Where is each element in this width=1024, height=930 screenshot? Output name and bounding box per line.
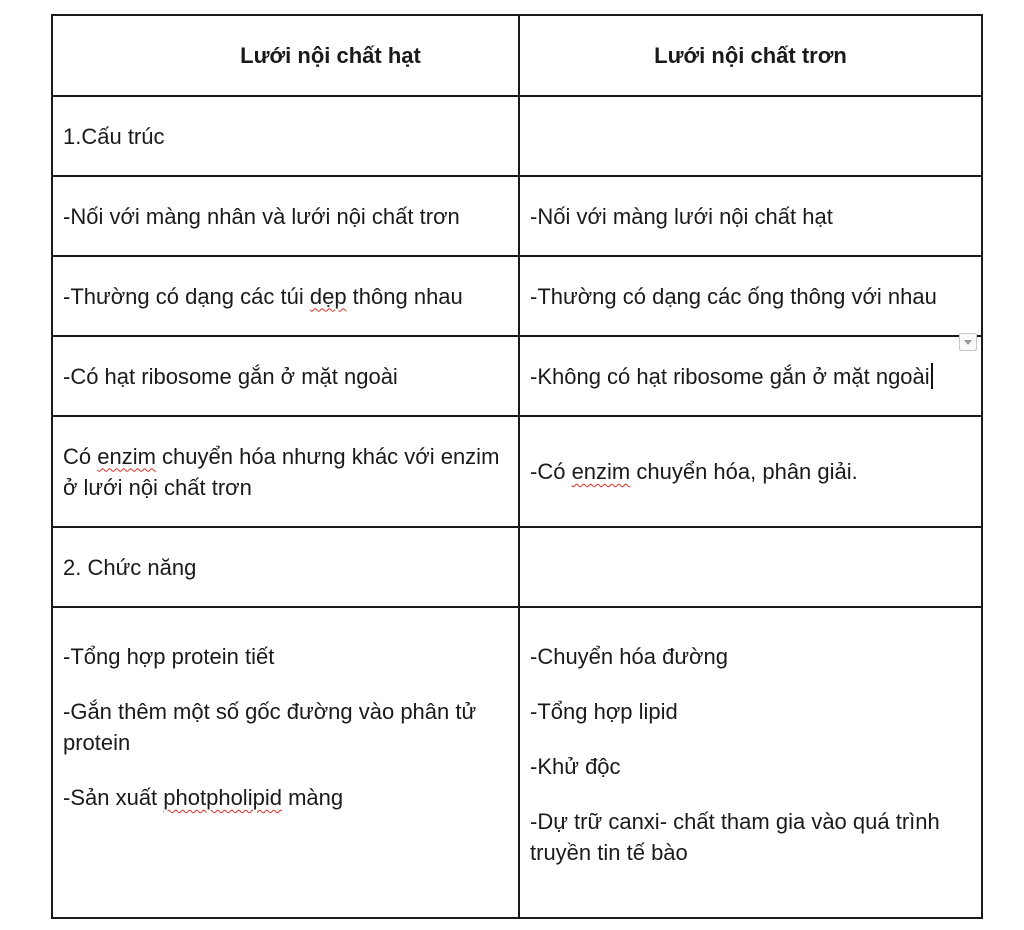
header-smooth-er[interactable]: Lưới nội chất trơn <box>519 15 982 96</box>
table-row <box>52 416 982 527</box>
function-item: -Tổng hợp lipid <box>530 699 678 724</box>
function-item <box>63 782 508 813</box>
spellcheck-flagged-word[interactable]: photpholipid <box>163 785 282 810</box>
table-cell[interactable]: -Có hạt ribosome gắn ở mặt ngoài <box>52 336 519 416</box>
function-item: -Chuyển hóa đường <box>530 644 728 669</box>
table-cell[interactable]: -Thường có dạng các ống thông với nhau <box>519 256 982 336</box>
table-cell[interactable] <box>52 256 519 336</box>
cell-text: -Không có hạt ribosome gắn ở mặt ngoài <box>530 363 930 389</box>
section-row-function <box>52 527 982 607</box>
table-row <box>52 176 982 256</box>
table-cell[interactable] <box>519 607 982 918</box>
cell-text: màng <box>281 785 344 810</box>
table-row <box>52 256 982 336</box>
table-row <box>52 336 982 416</box>
text-cursor <box>931 363 933 389</box>
function-item: -Tổng hợp protein tiết <box>63 644 275 669</box>
spellcheck-flagged-word[interactable]: enzim <box>571 459 631 484</box>
section-function-label[interactable]: 2. Chức năng <box>52 527 519 607</box>
function-item: -Dự trữ canxi- chất tham gia vào quá trình truyền tin tế bào <box>530 809 940 865</box>
spellcheck-flagged-word[interactable]: enzim <box>97 443 156 469</box>
table-cell[interactable] <box>52 416 519 527</box>
cell-text: chuyển hóa, phân giải. <box>630 459 858 484</box>
cell-text: -Thường có dạng các túi <box>63 283 310 309</box>
header-rough-er[interactable]: Lưới nội chất hạt <box>52 15 519 96</box>
comparison-table <box>51 14 983 919</box>
table-cell-active[interactable] <box>519 336 982 416</box>
function-item: -Khử độc <box>530 754 621 779</box>
cell-text: thông nhau <box>346 283 463 309</box>
table-cell[interactable]: -Nối với màng lưới nội chất hạt <box>519 176 982 256</box>
cell-text: chuyển hóa nhưng khác với enzim ở lưới nội chất trơn <box>63 443 500 500</box>
cell-menu-dropdown-icon[interactable] <box>959 333 977 351</box>
table-row-functions <box>52 607 982 918</box>
function-item: -Gắn thêm một số gốc đường vào phân tử protein <box>63 699 477 755</box>
table-header-row <box>52 15 982 96</box>
cell-text: Có <box>63 443 98 469</box>
section-row-structure <box>52 96 982 176</box>
table-cell[interactable]: -Nối với màng nhân và lưới nội chất trơn <box>52 176 519 256</box>
cell-text: -Có <box>530 459 572 484</box>
empty-cell[interactable] <box>519 527 982 607</box>
empty-cell[interactable] <box>519 96 982 176</box>
table-cell[interactable] <box>519 416 982 527</box>
spellcheck-flagged-word[interactable]: dẹp <box>309 283 347 309</box>
section-structure-label[interactable]: 1.Cấu trúc <box>52 96 519 176</box>
cell-text: -Sản xuất <box>63 785 164 810</box>
table-cell[interactable] <box>52 607 519 918</box>
